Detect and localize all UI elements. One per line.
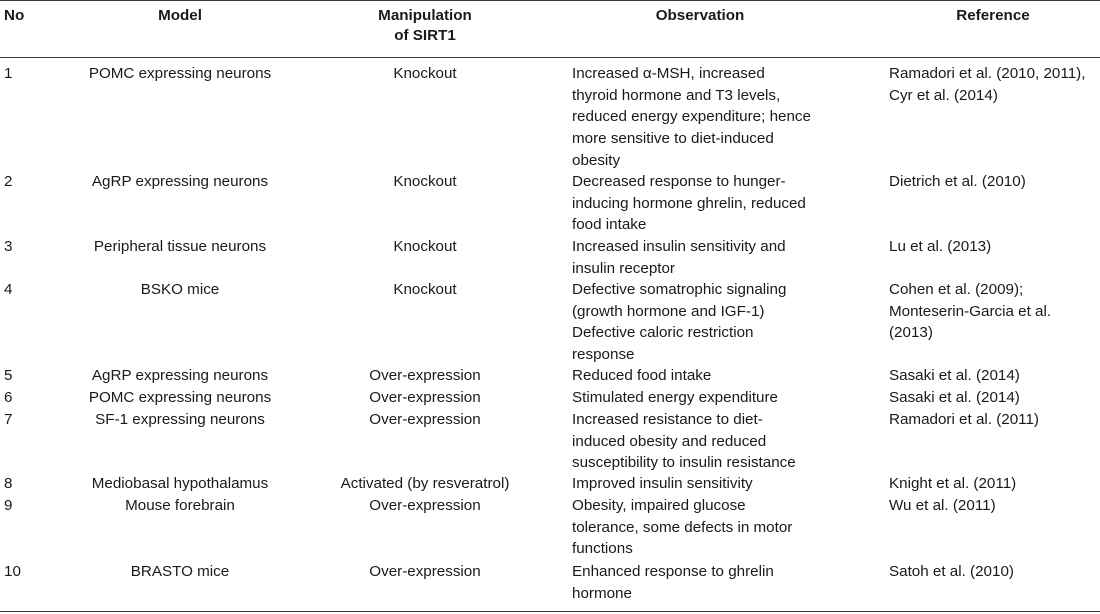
row-1-observation: Increased α-MSH, increased thyroid hormone and T3 levels, reduced energy expenditure; hence more sensitive to diet-induced obesity <box>572 65 811 169</box>
row-10-model: BRASTO mice <box>130 563 230 580</box>
row-3-reference: Lu et al. (2013) <box>889 238 992 255</box>
header-no: No <box>4 7 25 24</box>
row-6-manipulation: Over-expression <box>369 389 481 406</box>
row-7-reference: Ramadori et al. (2011) <box>889 411 1039 428</box>
row-8-observation: Improved insulin sensitivity <box>572 475 753 492</box>
row-3-model: Peripheral tissue neurons <box>93 238 267 255</box>
row-5-observation: Reduced food intake <box>572 367 712 384</box>
row-2-observation: Decreased response to hunger- inducing hormone ghrelin, reduced food intake <box>572 173 806 234</box>
row-3-manipulation: Knockout <box>393 238 457 255</box>
row-8-model: Mediobasal hypothalamus <box>91 475 269 492</box>
row-2-manipulation: Knockout <box>393 173 457 190</box>
row-6-no: 6 <box>4 389 13 406</box>
row-9-manipulation: Over-expression <box>369 497 481 514</box>
row-1-no: 1 <box>4 65 13 82</box>
row-8-manipulation: Activated (by resveratrol) <box>340 475 510 492</box>
row-7-manipulation: Over-expression <box>369 411 481 428</box>
table-top-rule <box>0 0 1100 1</box>
row-1-reference: Ramadori et al. (2010, 2011), Cyr et al. (2014) <box>889 65 1086 104</box>
row-5-manipulation: Over-expression <box>369 367 481 384</box>
row-9-model: Mouse forebrain <box>125 497 235 514</box>
row-8-reference: Knight et al. (2011) <box>889 475 1017 492</box>
header-observation: Observation <box>655 7 745 24</box>
header-rule <box>0 57 1100 58</box>
row-10-manipulation: Over-expression <box>369 563 481 580</box>
row-1-manipulation: Knockout <box>393 65 457 82</box>
row-9-observation: Obesity, impaired glucose tolerance, some defects in motor functions <box>572 497 793 558</box>
row-10-reference: Satoh et al. (2010) <box>889 563 1014 580</box>
row-1-model: POMC expressing neurons <box>88 65 272 82</box>
header-reference: Reference <box>956 7 1030 24</box>
row-10-observation: Enhanced response to ghrelin hormone <box>572 563 774 602</box>
row-4-observation: Defective somatrophic signaling (growth hormone and IGF-1) Defective caloric restriction response <box>572 281 787 364</box>
row-5-model: AgRP expressing neurons <box>91 367 269 384</box>
row-7-no: 7 <box>4 411 13 428</box>
header-manipulation: Manipulation of SIRT1 <box>378 7 472 44</box>
row-4-model: BSKO mice <box>140 281 220 298</box>
row-10-no: 10 <box>4 563 21 580</box>
row-4-manipulation: Knockout <box>393 281 457 298</box>
row-3-no: 3 <box>4 238 13 255</box>
row-2-reference: Dietrich et al. (2010) <box>889 173 1026 190</box>
row-6-model: POMC expressing neurons <box>88 389 272 406</box>
row-4-no: 4 <box>4 281 13 298</box>
row-4-reference: Cohen et al. (2009); Monteserin-Garcia et al. (2013) <box>889 281 1052 342</box>
row-6-observation: Stimulated energy expenditure <box>572 389 779 406</box>
row-3-observation: Increased insulin sensitivity and insulin receptor <box>572 238 786 277</box>
row-7-observation: Increased resistance to diet- induced obesity and reduced susceptibility to insulin resistance <box>572 411 796 472</box>
header-model: Model <box>158 7 202 24</box>
row-2-model: AgRP expressing neurons <box>91 173 269 190</box>
row-8-no: 8 <box>4 475 13 492</box>
row-6-reference: Sasaki et al. (2014) <box>889 389 1020 406</box>
row-7-model: SF-1 expressing neurons <box>95 411 265 428</box>
row-2-no: 2 <box>4 173 13 190</box>
row-9-reference: Wu et al. (2011) <box>889 497 996 514</box>
row-5-no: 5 <box>4 367 13 384</box>
row-5-reference: Sasaki et al. (2014) <box>889 367 1020 384</box>
table-bottom-rule <box>0 611 1100 612</box>
row-9-no: 9 <box>4 497 13 514</box>
